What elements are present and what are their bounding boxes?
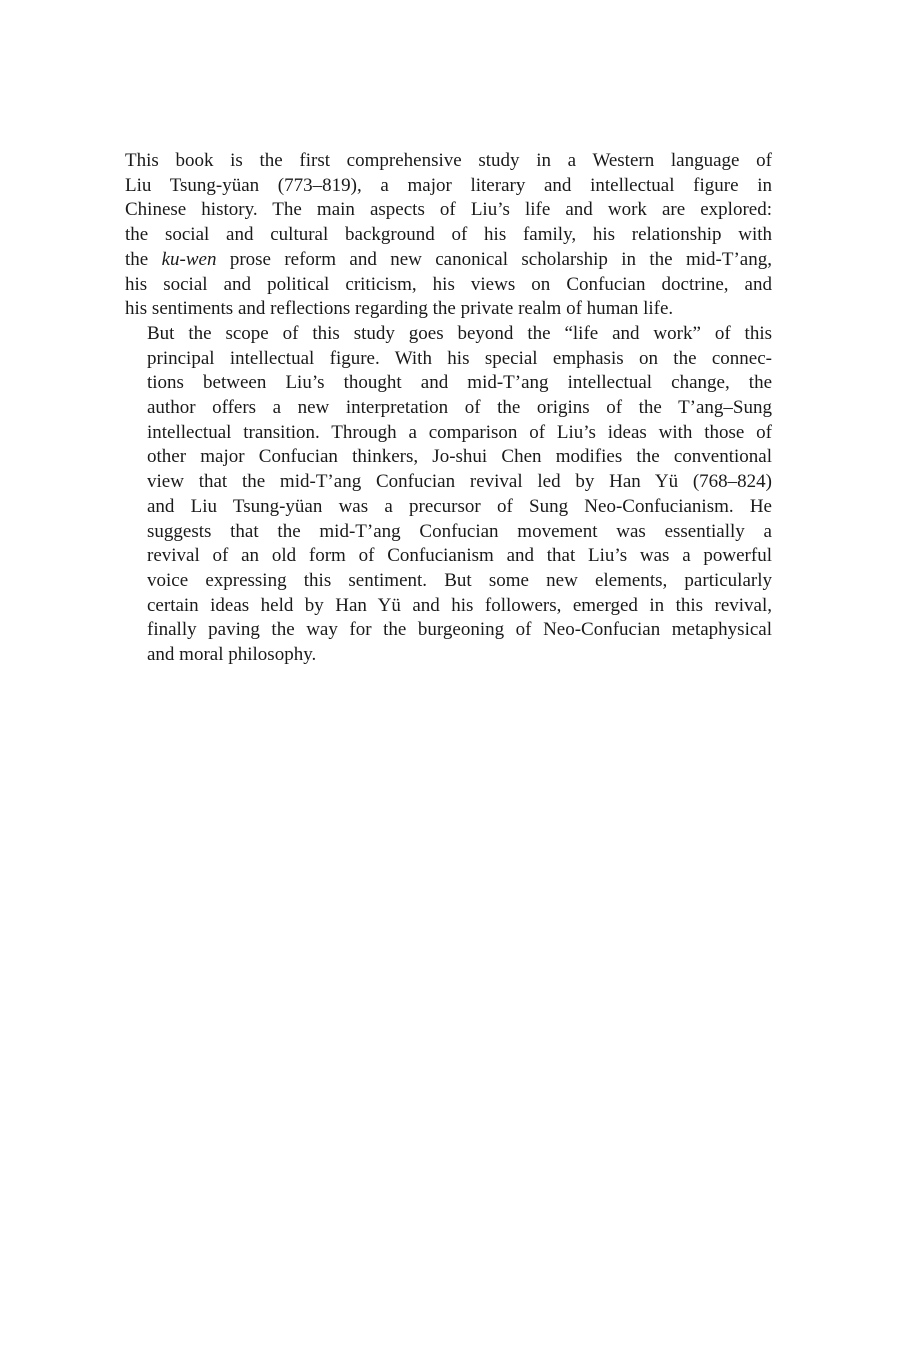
paragraph-1 bbox=[125, 149, 772, 322]
text-line: and Liu Tsung-yüan was a precursor of Sung Neo-Confucianism. He bbox=[147, 495, 772, 517]
text-line-with-italic bbox=[125, 248, 772, 273]
text-line: view that the mid-T’ang Confucian revival led by Han Yü (768–824) bbox=[147, 471, 772, 493]
text-line: other major Confucian thinkers, Jo-shui Chen modifies the conventional bbox=[147, 446, 772, 468]
text-line: the social and cultural background of his family, his relationship with bbox=[125, 224, 772, 246]
text-line: This book is the first comprehensive study in a Western language of bbox=[125, 150, 772, 171]
text-line: Chinese history. The main aspects of Liu’s life and work are explored: bbox=[125, 199, 772, 221]
text-line: and moral philosophy. bbox=[147, 644, 317, 666]
text-line: intellectual transition. Through a comparison of Liu’s ideas with those of bbox=[147, 421, 772, 443]
italic-term: ku-wen bbox=[161, 248, 217, 270]
text-line: voice expressing this sentiment. But some new elements, particularly bbox=[147, 569, 772, 591]
paragraph-2 bbox=[125, 322, 772, 668]
text-line: certain ideas held by Han Yü and his followers, emerged in this revival, bbox=[147, 594, 772, 616]
text-line: principal intellectual figure. With his special emphasis on the connec- bbox=[147, 347, 772, 369]
text-line: author offers a new interpretation of the origins of the T’ang–Sung bbox=[147, 397, 772, 419]
text-line: Liu Tsung-yüan (773–819), a major literary and intellectual figure in bbox=[125, 174, 772, 196]
line-prefix: the bbox=[125, 248, 162, 270]
text-line: his sentiments and reflections regarding the private realm of human life. bbox=[125, 298, 674, 320]
line-suffix: prose reform and new canonical scholarship in the mid-T’ang, bbox=[216, 248, 772, 270]
text-line: suggests that the mid-T’ang Confucian movement was essentially a bbox=[147, 520, 772, 542]
body-text bbox=[125, 149, 772, 668]
text-line: But the scope of this study goes beyond the “life and work” of this bbox=[147, 322, 772, 344]
text-line: revival of an old form of Confucianism and that Liu’s was a powerful bbox=[147, 545, 772, 567]
text-line: his social and political criticism, his views on Confucian doctrine, and bbox=[125, 273, 772, 295]
text-line: tions between Liu’s thought and mid-T’ang intellectual change, the bbox=[147, 372, 772, 394]
text-line: finally paving the way for the burgeoning of Neo-Confucian metaphysical bbox=[147, 619, 772, 641]
